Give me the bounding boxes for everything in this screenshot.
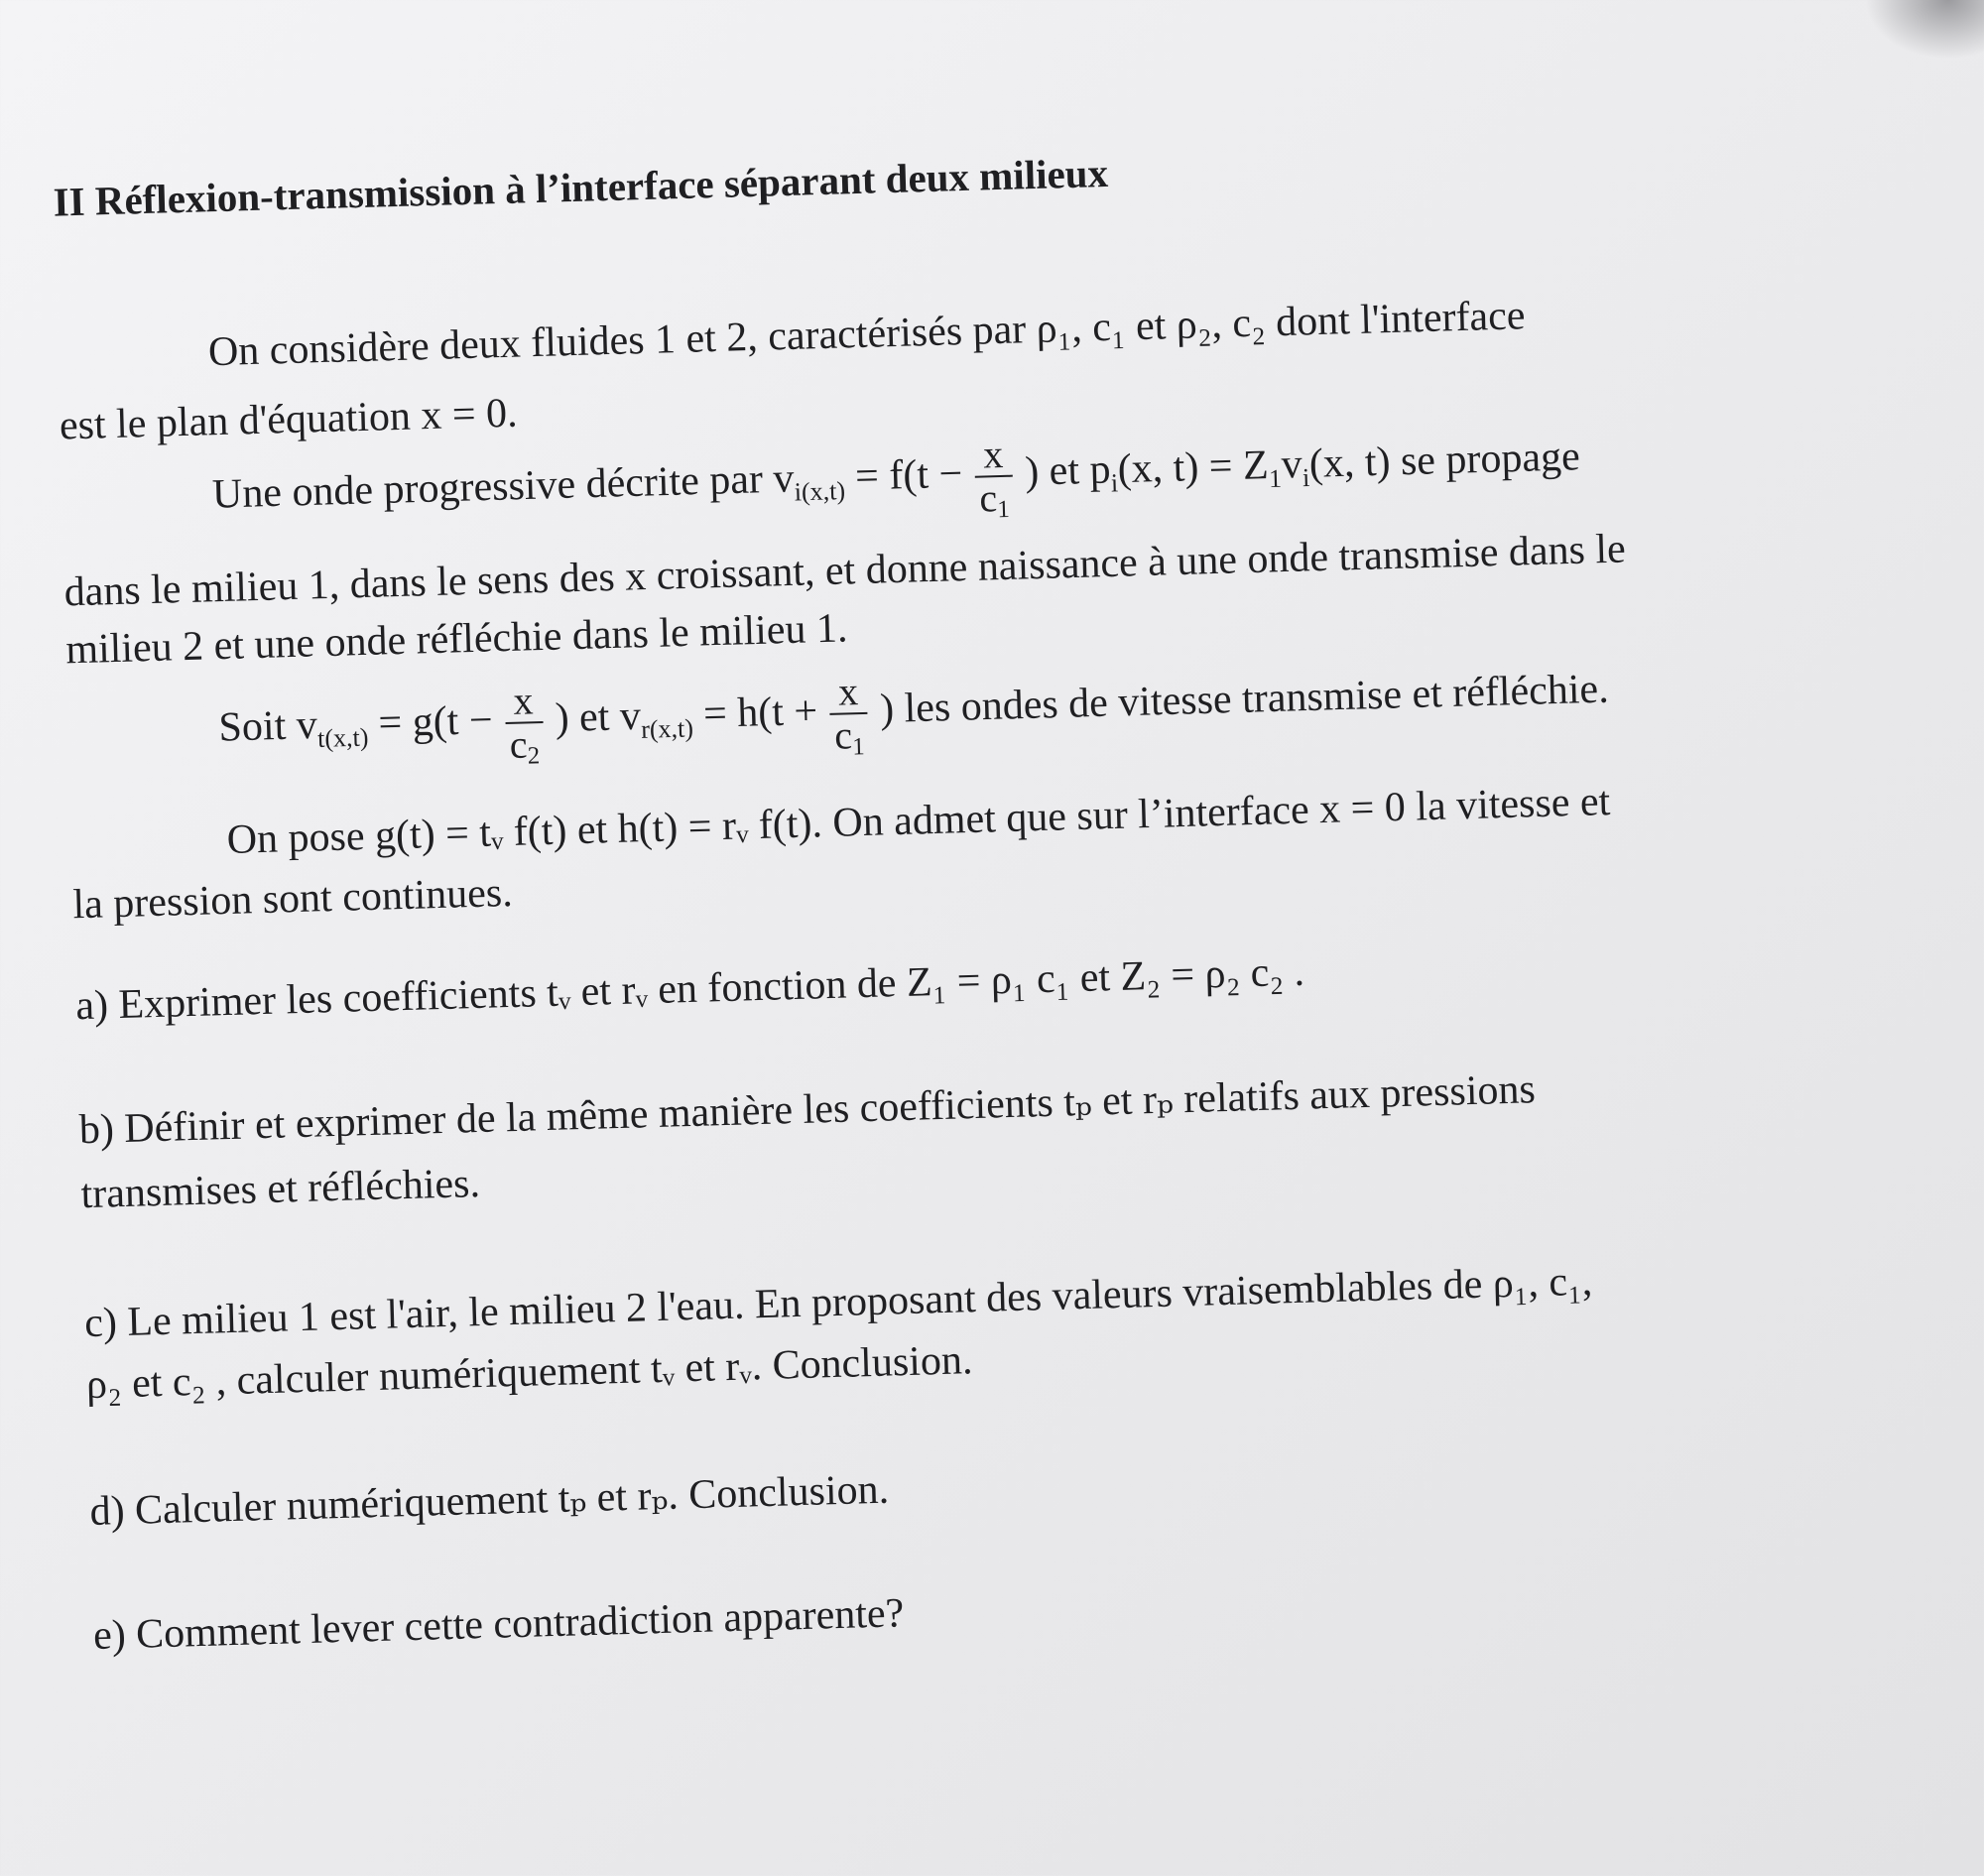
reflected-velocity-subscript: r(x,t) xyxy=(640,713,694,744)
fraction-denominator-symbol: c xyxy=(978,475,998,521)
transmitted-equation: = g(t − xyxy=(377,696,494,747)
fraction-numerator: x xyxy=(828,671,867,715)
question-c-line-1: c) Le milieu 1 est l'air, le milieu 2 l'eau. En proposant des valeurs vraisemblables de ρ₁, c₁, xyxy=(83,1258,1593,1347)
fraction-denominator xyxy=(975,475,1014,524)
incident-velocity-symbol: v xyxy=(772,455,796,502)
question-d: d) Calculer numériquement tₚ et rₚ. Conclusion. xyxy=(88,1466,890,1536)
paragraph-2-line-3: milieu 2 et une onde réfléchie dans le milieu 1. xyxy=(64,605,849,674)
incident-equation-part: = f(t − xyxy=(854,450,963,500)
paragraph-2-prefix: Une onde progressive décrite par xyxy=(211,455,775,518)
section-title: II Réflexion-transmission à l’interface séparant deux milieux xyxy=(53,149,1109,225)
paragraph-3-end: ) les ondes de vitesse transmise et réfléchie. xyxy=(879,666,1610,733)
incident-equation-mid: ) et p xyxy=(1024,446,1112,495)
fraction-denominator xyxy=(505,721,544,770)
fraction-x-over-c2 xyxy=(504,678,544,770)
incident-equation-mid-2: (x, t) = Z xyxy=(1117,442,1270,493)
incident-velocity-subscript: i(x,t) xyxy=(794,476,846,507)
fraction-x-over-c1 xyxy=(828,669,868,761)
fraction-denominator-symbol: c xyxy=(833,712,853,758)
transmitted-velocity-subscript: t(x,t) xyxy=(316,722,369,753)
fraction-denominator-subscript: 2 xyxy=(527,742,541,770)
fraction-x-over-c1 xyxy=(974,431,1014,524)
question-e: e) Comment lever cette contradiction apparente? xyxy=(92,1590,905,1660)
et-connector: ) et v xyxy=(554,692,642,742)
paragraph-2-line-2: dans le milieu 1, dans le sens des x croissant, et donne naissance à une onde transmise dans le xyxy=(63,526,1627,616)
corner-shadow xyxy=(1865,0,1984,60)
paragraph-1-line-1: On considère deux fluides 1 et 2, caractérisés par ρ₁, c₁ et ρ₂, c₂ dont l'interface xyxy=(207,293,1527,376)
impedance-subscript: 1 xyxy=(1268,463,1283,494)
question-a: a) Exprimer les coefficients tᵥ et rᵥ en fonction de Z₁ = ρ₁ c₁ et Z₂ = ρ₂ c₂ . xyxy=(74,948,1305,1030)
fraction-denominator-subscript: 1 xyxy=(851,733,866,761)
pressure-subscript: i xyxy=(1110,468,1119,498)
paragraph-3-line-1 xyxy=(217,650,1609,774)
incident-equation-end: (x, t) se propage xyxy=(1308,434,1581,487)
question-b-line-1: b) Définir et exprimer de la même manière les coefficients tₚ et rₚ relatifs aux pressions xyxy=(78,1066,1537,1154)
question-c-line-2: ρ₂ et c₂ , calculer numériquement tᵥ et rᵥ. Conclusion. xyxy=(85,1337,973,1409)
incident-equation-mid-3: v xyxy=(1281,441,1303,488)
fraction-numerator: x xyxy=(504,680,543,724)
soit-label: Soit v xyxy=(217,701,318,751)
fraction-denominator-subscript: 1 xyxy=(997,495,1011,524)
paragraph-4-line-1: On pose g(t) = tᵥ f(t) et h(t) = rᵥ f(t). On admet que sur l’interface x = 0 la vitesse et xyxy=(226,779,1611,863)
fraction-denominator xyxy=(830,712,869,761)
velocity-subscript: i xyxy=(1302,462,1310,493)
paragraph-1-line-2: est le plan d'équation x = 0. xyxy=(59,390,519,449)
fraction-numerator: x xyxy=(974,434,1013,478)
fraction-denominator-symbol: c xyxy=(509,721,529,767)
paragraph-4-line-2: la pression sont continues. xyxy=(71,869,514,929)
question-b-line-2: transmises et réfléchies. xyxy=(80,1160,481,1218)
reflected-equation: = h(t + xyxy=(702,688,818,738)
